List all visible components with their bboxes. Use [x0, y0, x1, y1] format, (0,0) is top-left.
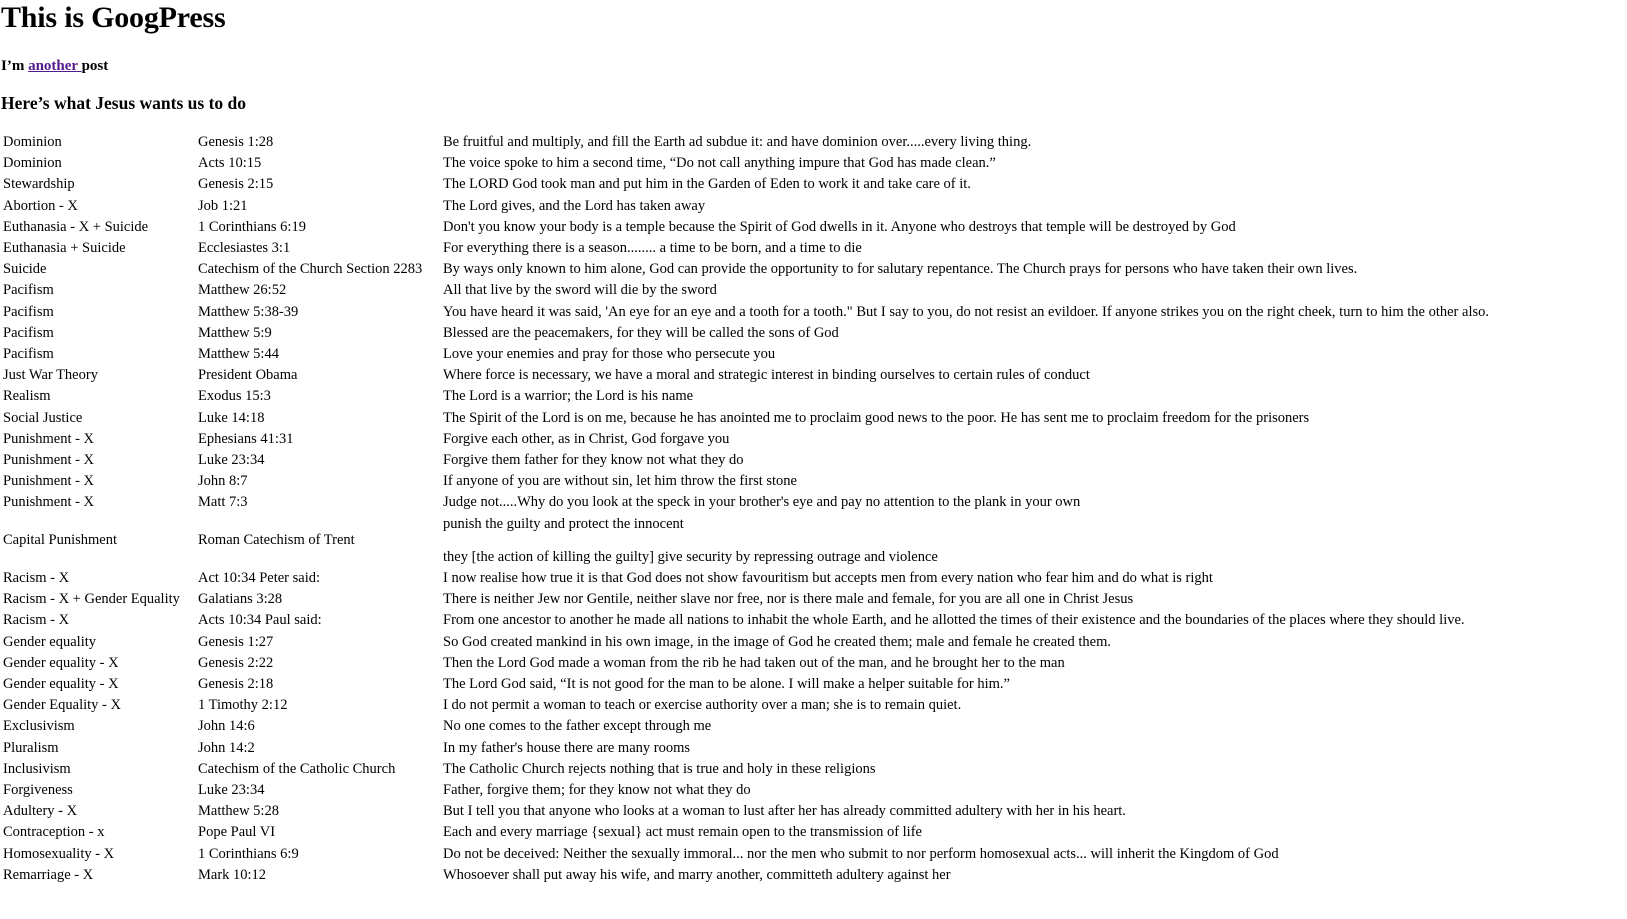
table-row [1, 759, 1489, 780]
text-cell: The Catholic Church rejects nothing that is true and holy in these religions [443, 760, 876, 777]
table-row [1, 174, 1489, 195]
text-cell: But I tell you that anyone who looks at a woman to lust after her has already committed adultery with her in his heart. [443, 803, 1126, 820]
topic-cell: Stewardship [3, 176, 75, 193]
text-cell: If anyone of you are without sin, let him throw the first stone [443, 473, 797, 490]
topic-cell: Euthanasia + Suicide [3, 240, 126, 257]
table-row [1, 302, 1489, 323]
topic-cell: Gender equality - X [3, 676, 119, 693]
table-row [1, 492, 1489, 513]
table-row [1, 365, 1489, 386]
topic-cell: Suicide [3, 261, 47, 278]
text-cell: Blessed are the peacemakers, for they will be called the sons of God [443, 324, 839, 341]
source-cell: Matt 7:3 [198, 494, 248, 511]
table-row [1, 280, 1489, 301]
source-cell: Galatians 3:28 [198, 591, 283, 608]
topic-cell: Realism [3, 388, 51, 405]
topic-cell: Just War Theory [3, 367, 98, 384]
text-cell: Don't you know your body is a temple because the Spirit of God dwells in it. Anyone who destroys that temple will be destroyed by God [443, 218, 1236, 235]
topic-cell: Punishment - X [3, 494, 95, 511]
topic-cell: Homosexuality - X [3, 845, 115, 862]
topic-cell: Punishment - X [3, 473, 95, 490]
topic-cell: Adultery - X [3, 803, 78, 820]
source-cell: Job 1:21 [198, 197, 248, 214]
text-cell: Forgive each other, as in Christ, God forgave you [443, 430, 730, 447]
text-cell: No one comes to the father except through me [443, 718, 712, 735]
source-cell: John 14:6 [198, 718, 255, 735]
source-cell: 1 Corinthians 6:9 [198, 845, 299, 862]
text-line-1: punish the guilty and protect the innocent [443, 515, 684, 532]
text-cell: The Lord God said, “It is not good for the man to be alone. I will make a helper suitable for him.” [443, 676, 1010, 693]
text-cell: Love your enemies and pray for those who persecute you [443, 346, 776, 363]
source-cell: Acts 10:34 Paul said: [198, 612, 322, 629]
source-cell: Genesis 1:27 [198, 633, 274, 650]
table-row [1, 674, 1489, 695]
text-cell: The LORD God took man and put him in the Garden of Eden to work it and take care of it. [443, 176, 971, 193]
source-cell: Mark 10:12 [198, 866, 267, 883]
text-cell: Where force is necessary, we have a moral and strategic interest in binding ourselves to certain rules of conduct [443, 367, 1090, 384]
topic-cell: Pacifism [3, 303, 54, 320]
source-cell: Act 10:34 Peter said: [198, 570, 321, 587]
source-cell: Ephesians 41:31 [198, 430, 294, 447]
source-cell: Luke 23:34 [198, 782, 265, 799]
source-cell: Genesis 2:22 [198, 654, 274, 671]
table-row [1, 429, 1489, 450]
topic-cell: Punishment - X [3, 430, 95, 447]
another-post-link[interactable]: another [28, 58, 82, 74]
topic-cell: Abortion - X [3, 197, 78, 214]
text-cell: Do not be deceived: Neither the sexually immoral... nor the men who submit to nor perform homosexual acts... will inherit the Kingdom of God [443, 845, 1279, 862]
page-title: This is GoogPress [1, 1, 226, 34]
table-row [1, 632, 1489, 653]
table-row [1, 323, 1489, 344]
source-cell: Matthew 5:44 [198, 346, 279, 363]
verses-table-body [1, 132, 1489, 886]
verses-table [1, 132, 1489, 886]
table-row [1, 217, 1489, 238]
subtitle-suffix: post [81, 58, 109, 74]
text-cell: Then the Lord God made a woman from the rib he had taken out of the man, and he brought her to the man [443, 654, 1065, 671]
table-row [1, 132, 1489, 153]
text-cell: The Lord is a warrior; the Lord is his name [443, 388, 694, 405]
topic-cell: Gender Equality - X [3, 697, 121, 714]
source-cell: Matthew 5:38-39 [198, 303, 299, 320]
source-cell: President Obama [198, 367, 298, 384]
table-row [1, 238, 1489, 259]
text-cell: All that live by the sword will die by the sword [443, 282, 717, 299]
table-row [1, 844, 1489, 865]
text-cell: I do not permit a woman to teach or exercise authority over a man; she is to remain quiet. [443, 697, 962, 714]
text-line-2: they [the action of killing the guilty] give security by repressing outrage and violence [443, 548, 938, 565]
table-row [1, 259, 1489, 280]
topic-cell: Social Justice [3, 409, 83, 426]
topic-cell: Pluralism [3, 739, 59, 756]
source-cell: Luke 14:18 [198, 409, 265, 426]
text-cell: Be fruitful and multiply, and fill the Earth ad subdue it: and have dominion over.....every living thing. [443, 134, 1032, 150]
table-row [1, 653, 1489, 674]
table-row [1, 196, 1489, 217]
topic-cell: Racism - X + Gender Equality [3, 591, 180, 608]
source-cell: Exodus 15:3 [198, 388, 271, 405]
text-line-gap [443, 535, 1489, 547]
post-subtitle [1, 56, 1627, 76]
topic-cell: Exclusivism [3, 718, 75, 735]
topic-cell: Remarriage - X [3, 866, 94, 883]
table-row [1, 865, 1489, 886]
source-cell: Pope Paul VI [198, 824, 276, 841]
table-row [1, 408, 1489, 429]
text-cell: Whosoever shall put away his wife, and marry another, committeth adultery against her [443, 866, 951, 883]
source-cell: Acts 10:15 [198, 155, 262, 172]
source-cell: Ecclesiastes 3:1 [198, 240, 291, 257]
text-cell: I now realise how true it is that God does not show favouritism but accepts men from every nation who fear him and do what is right [443, 570, 1213, 587]
source-cell: Catechism of the Catholic Church [198, 760, 396, 777]
source-cell: 1 Corinthians 6:19 [198, 218, 306, 235]
source-cell: Genesis 1:28 [198, 134, 274, 150]
topic-cell: Gender equality - X [3, 654, 119, 671]
text-cell: The Spirit of the Lord is on me, because he has anointed me to proclaim good news to the poor. He has sent me to proclaim freedom for the prisoners [443, 409, 1310, 426]
table-row [1, 589, 1489, 610]
topic-cell: Dominion [3, 134, 62, 150]
source-cell: Luke 23:34 [198, 452, 265, 469]
source-cell: John 14:2 [198, 739, 255, 756]
table-row [1, 716, 1489, 737]
table-row [1, 450, 1489, 471]
topic-cell: Punishment - X [3, 452, 95, 469]
topic-cell: Pacifism [3, 324, 54, 341]
table-row [1, 801, 1489, 822]
text-cell: Forgive them father for they know not what they do [443, 452, 744, 469]
source-cell: Matthew 5:9 [198, 324, 272, 341]
table-row [1, 610, 1489, 631]
text-cell: You have heard it was said, 'An eye for an eye and a tooth for a tooth." But I say to you, do not resist an evildoer. If anyone strikes you on the right cheek, turn to him the other also. [443, 303, 1489, 320]
text-cell: In my father's house there are many rooms [443, 739, 691, 756]
source-cell: Catechism of the Church Section 2283 [198, 261, 423, 278]
table-row [1, 471, 1489, 492]
topic-cell: Gender equality [3, 633, 97, 650]
subtitle-prefix: I’m [1, 58, 29, 74]
topic-cell: Racism - X [3, 570, 70, 587]
text-cell: By ways only known to him alone, God can provide the opportunity to for salutary repentance. The Church prays for persons who have taken their own lives. [443, 261, 1358, 278]
text-cell: Each and every marriage {sexual} act must remain open to the transmission of life [443, 824, 922, 841]
topic-cell: Contraception - x [3, 824, 105, 841]
table-row [1, 344, 1489, 365]
table-row [1, 695, 1489, 716]
topic-cell: Pacifism [3, 282, 54, 299]
source-cell: Genesis 2:18 [198, 676, 274, 693]
topic-cell: Pacifism [3, 346, 54, 363]
table-row [1, 153, 1489, 174]
source-cell: 1 Timothy 2:12 [198, 697, 288, 714]
source-cell: Roman Catechism of Trent [198, 532, 355, 549]
source-cell: Matthew 26:52 [198, 282, 287, 299]
text-cell: From one ancestor to another he made all nations to inhabit the whole Earth, and he allotted the times of their existence and the boundaries of the places where they should live. [443, 612, 1465, 629]
topic-cell: Racism - X [3, 612, 70, 629]
topic-cell: Euthanasia - X + Suicide [3, 218, 149, 235]
table-row [1, 738, 1489, 759]
text-cell: There is neither Jew nor Gentile, neither slave nor free, nor is there male and female, for you are all one in Christ Jesus [443, 591, 1134, 608]
table-row [1, 386, 1489, 407]
table-row [1, 780, 1489, 801]
text-cell: Father, forgive them; for they know not what they do [443, 782, 751, 799]
topic-cell: Capital Punishment [3, 532, 117, 549]
topic-cell: Inclusivism [3, 760, 71, 777]
topic-cell: Dominion [3, 155, 62, 172]
text-cell: The voice spoke to him a second time, “Do not call anything impure that God has made clean.” [443, 155, 996, 172]
text-cell [441, 514, 1489, 568]
text-cell: For everything there is a season........ a time to be born, and a time to die [443, 240, 862, 257]
source-cell: Genesis 2:15 [198, 176, 274, 193]
table-row [1, 568, 1489, 589]
section-heading: Here’s what Jesus wants us to do [1, 93, 247, 113]
topic-cell: Forgiveness [3, 782, 73, 799]
source-cell: John 8:7 [198, 473, 248, 490]
text-cell: So God created mankind in his own image, in the image of God he created them; male and female he created them. [443, 633, 1111, 650]
table-row-capital-punishment [1, 514, 1489, 568]
table-row [1, 822, 1489, 843]
source-cell: Matthew 5:28 [198, 803, 279, 820]
text-cell: Judge not.....Why do you look at the speck in your brother's eye and pay no attention to the plank in your own [443, 494, 1081, 511]
text-cell: The Lord gives, and the Lord has taken away [443, 197, 706, 214]
